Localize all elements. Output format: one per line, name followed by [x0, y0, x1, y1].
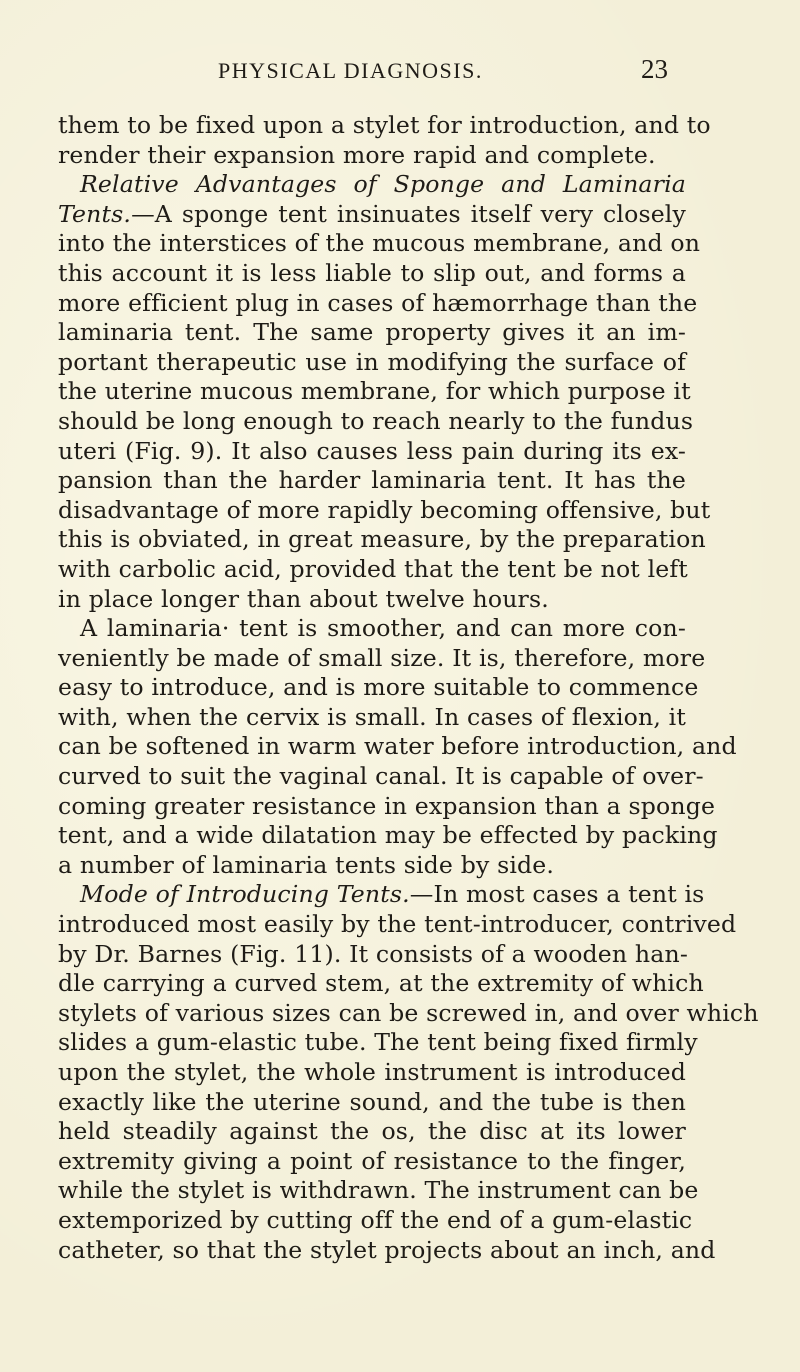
text-line [58, 141, 686, 171]
text-line [58, 437, 686, 467]
running-head: PHYSICAL DIAGNOSIS. [218, 58, 483, 83]
body-text [58, 111, 759, 1265]
text-segment: stylets of various sizes can be screwed in, and over which [58, 998, 759, 1027]
text-line [58, 791, 716, 822]
text-line [58, 1147, 686, 1177]
text-segment: while the stylet is withdrawn. The instrument can be [58, 1176, 699, 1205]
text-segment: extemporized by cutting off the end of a gum-elastic [58, 1205, 693, 1234]
text-segment: should be long enough to reach nearly to the fundus [58, 406, 694, 435]
text-line [58, 673, 699, 703]
text-segment: a number of laminaria tents side by side. [58, 850, 555, 879]
text-segment: more efficient plug in cases of hæmorrhage than the [58, 288, 698, 317]
text-line [58, 643, 706, 674]
text-segment: exactly like the uterine sound, and the tube is then [58, 1087, 686, 1116]
text-line [58, 969, 704, 999]
italic-heading: Relative Advantages of Sponge and Laminaria [80, 170, 686, 199]
text-line [58, 259, 686, 289]
text-line [58, 111, 711, 141]
text-segment: easy to introduce, and is more suitable to commence [58, 673, 699, 702]
text-segment: in place longer than about twelve hours. [58, 584, 549, 613]
text-segment: extremity giving a point of resistance to the finger, [58, 1146, 686, 1175]
text-line [58, 555, 686, 585]
text-line [58, 1205, 693, 1236]
text-segment: with, when the cervix is small. In cases of flexion, it [58, 702, 686, 731]
text-segment: the uterine mucous membrane, for which purpose it [58, 377, 691, 406]
text-segment: slides a gum-elastic tube. The tent being fixed firmly [58, 1028, 698, 1057]
text-segment: catheter, so that the stylet projects about an inch, and [58, 1235, 716, 1264]
text-line [58, 229, 701, 259]
text-line [58, 1235, 716, 1266]
text-segment: this account it is less liable to slip out, and forms a [58, 258, 686, 287]
italic-heading: Tents. [58, 199, 132, 228]
text-line [58, 821, 718, 851]
text-line [58, 910, 737, 940]
text-line [58, 170, 686, 200]
text-line [58, 200, 686, 230]
italic-heading: Mode of Introducing Tents. [80, 880, 410, 909]
text-line [58, 732, 737, 762]
text-segment: portant therapeutic use in modifying the surface of [58, 347, 686, 376]
text-segment: with carbolic acid, provided that the tent be not left [58, 554, 688, 583]
text-line [58, 1117, 686, 1147]
text-segment: A laminaria· tent is smoother, and can more con- [80, 614, 686, 643]
text-line [58, 1028, 698, 1058]
page-number: 23 [641, 54, 668, 84]
text-line [58, 1088, 686, 1118]
text-line [58, 495, 711, 526]
text-line [58, 703, 686, 733]
text-line [58, 288, 698, 319]
text-line [58, 614, 686, 644]
text-segment: can be softened in warm water before introduction, and [58, 732, 737, 761]
text-segment: —A sponge tent insinuates itself very closely [131, 199, 686, 228]
text-segment: veniently be made of small size. It is, therefore, more [58, 643, 706, 672]
text-line [58, 762, 704, 792]
text-segment: upon the stylet, the whole instrument is introduced [58, 1058, 686, 1086]
text-segment: by Dr. Barnes (Fig. 11). It consists of a wooden han- [58, 939, 688, 968]
text-segment: dle carrying a curved stem, at the extremity of which [58, 969, 704, 998]
text-line [58, 998, 759, 1029]
text-segment: disadvantage of more rapidly becoming offensive, but [58, 495, 711, 524]
text-segment: uteri (Fig. 9). It also causes less pain during its ex- [58, 436, 686, 465]
text-line [58, 880, 705, 910]
text-segment: tent, and a wide dilatation may be effected by packing [58, 821, 718, 850]
text-line [58, 466, 686, 496]
text-segment: coming greater resistance in expansion than a sponge [58, 791, 716, 820]
text-line [58, 525, 706, 555]
text-segment: into the interstices of the mucous membrane, and on [58, 229, 701, 258]
text-segment: pansion than the harder laminaria tent. It has the [58, 466, 686, 495]
text-line [58, 940, 686, 970]
text-segment: held steadily against the os, the disc at its lower [58, 1117, 686, 1146]
text-segment: introduced most easily by the tent-introducer, contrived [58, 910, 737, 939]
text-line [58, 377, 691, 407]
text-segment: —In most cases a tent is [409, 880, 705, 909]
text-segment: render their expansion more rapid and complete. [58, 140, 656, 169]
text-line [58, 585, 686, 615]
text-segment: laminaria tent. The same property gives it an im- [58, 318, 686, 347]
text-line [58, 1058, 686, 1088]
text-line [58, 318, 686, 348]
text-segment: curved to suit the vaginal canal. It is capable of over- [58, 762, 704, 791]
page-header [0, 54, 800, 94]
text-segment: them to be fixed upon a stylet for introduction, and to [58, 111, 711, 139]
text-segment: this is obviated, in great measure, by the preparation [58, 525, 706, 554]
text-line [58, 348, 686, 378]
text-line [58, 1176, 699, 1206]
text-line [58, 851, 686, 881]
text-line [58, 406, 694, 437]
